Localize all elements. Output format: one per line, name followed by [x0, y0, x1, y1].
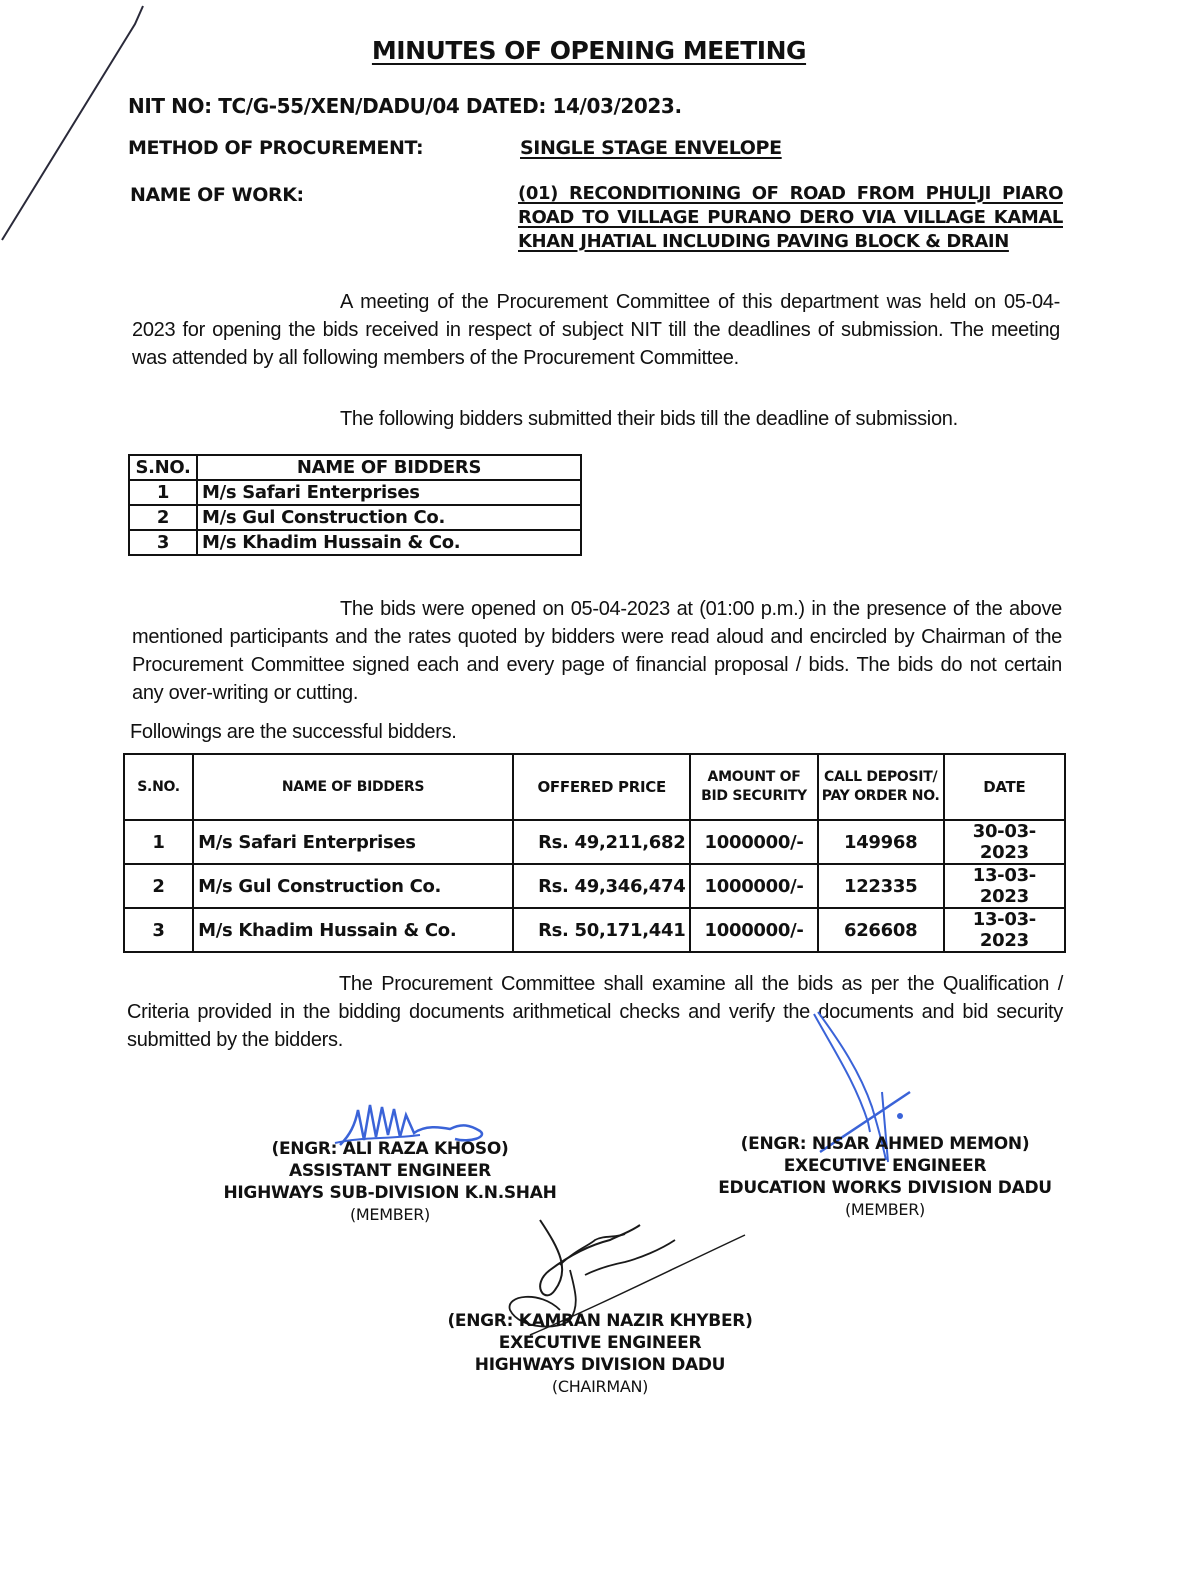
signatory-office: EDUCATION WORKS DIVISION DADU [718, 1178, 1052, 1198]
signatory-designation: EXECUTIVE ENGINEER [498, 1333, 702, 1353]
paragraph-bid-opening: The bids were opened on 05-04-2023 at (01:00 p.m.) in the presence of the above mentioned participants and the rates quoted by bidders were read aloud and encircled by Chairman of the Procurement Committee signed each and every page of financial proposal / bids. The bids do not certain any over-writing or cutting. [132, 598, 1062, 704]
table-header-row [129, 455, 581, 480]
header-name: NAME OF BIDDERS [193, 754, 513, 820]
table-row [129, 480, 581, 505]
cell-sno: 1 [124, 820, 193, 864]
signatory-name: (ENGR: KAMRAN NAZIR KHYBER) [447, 1311, 753, 1331]
cell-bid-security: 1000000/- [690, 908, 817, 952]
nit-number-line: NIT NO: TC/G-55/XEN/DADU/04 DATED: 14/03/2023. [128, 94, 682, 118]
page-title: MINUTES OF OPENING MEETING [371, 36, 807, 65]
successful-bidders-table [123, 753, 1066, 953]
table-row [124, 864, 1065, 908]
signatory-block-chairman [430, 1310, 770, 1398]
cell-pay-order: 626608 [818, 908, 944, 952]
header-bid-security [690, 754, 817, 820]
table-row [129, 530, 581, 555]
paragraph-meeting: A meeting of the Procurement Committee of this department was held on 05-04-2023 for opening the bids received in respect of subject NIT till the deadlines of submission. The meeting was attended by all following members of the Procurement Committee. [132, 291, 1060, 369]
table-row [124, 908, 1065, 952]
header-sno: S.NO. [129, 455, 197, 480]
bidders-table [128, 454, 582, 556]
cell-sno: 2 [124, 864, 193, 908]
signatory-name: (ENGR: ALI RAZA KHOSO) [271, 1139, 509, 1159]
paragraph-bidders-intro: The following bidders submitted their bids till the deadline of submission. [340, 408, 958, 430]
cell-pay-order: 149968 [818, 820, 944, 864]
cell-name: M/s Khadim Hussain & Co. [193, 908, 513, 952]
work-value: (01) RECONDITIONING OF ROAD FROM PHULJI PIARO ROAD TO VILLAGE PURANO DERO VIA VILLAGE KAMAL KHAN JHATIAL INCLUDING PAVING BLOCK & DRAIN [518, 183, 1063, 252]
table-row [129, 505, 581, 530]
header-pay-order [818, 754, 944, 820]
cell-sno: 3 [129, 530, 197, 555]
cell-date: 30-03-2023 [944, 820, 1065, 864]
header-bid-security-line2: BID SECURITY [701, 788, 807, 804]
cell-name: M/s Khadim Hussain & Co. [197, 530, 581, 555]
cell-name: M/s Gul Construction Co. [193, 864, 513, 908]
method-label: METHOD OF PROCUREMENT: [128, 137, 424, 159]
header-name: NAME OF BIDDERS [197, 455, 581, 480]
cell-price: Rs. 49,346,474 [513, 864, 690, 908]
cell-bid-security: 1000000/- [690, 864, 817, 908]
signatory-role: (CHAIRMAN) [551, 1377, 649, 1396]
header-pay-order-line1: CALL DEPOSIT/ [824, 769, 938, 785]
paragraph-successful-intro: Followings are the successful bidders. [130, 721, 457, 743]
table-header-row [124, 754, 1065, 820]
signatory-office: HIGHWAYS SUB-DIVISION K.N.SHAH [223, 1183, 557, 1203]
signatory-designation: EXECUTIVE ENGINEER [783, 1156, 987, 1176]
header-price: OFFERED PRICE [513, 754, 690, 820]
cell-pay-order: 122335 [818, 864, 944, 908]
cell-price: Rs. 49,211,682 [513, 820, 690, 864]
cell-name: M/s Safari Enterprises [193, 820, 513, 864]
paragraph-examination: The Procurement Committee shall examine all the bids as per the Qualification / Criteria provided in the bidding documents arithmetical checks and verify the documents and bid security submitted by the bidders. [127, 973, 1063, 1051]
cell-name: M/s Gul Construction Co. [197, 505, 581, 530]
signatory-name: (ENGR: NISAR AHMED MEMON) [740, 1134, 1030, 1154]
method-value: SINGLE STAGE ENVELOPE [520, 137, 782, 159]
cell-date: 13-03-2023 [944, 864, 1065, 908]
cell-date: 13-03-2023 [944, 908, 1065, 952]
table-row [124, 820, 1065, 864]
signatory-designation: ASSISTANT ENGINEER [289, 1161, 491, 1181]
cell-bid-security: 1000000/- [690, 820, 817, 864]
signatory-office: HIGHWAYS DIVISION DADU [474, 1355, 726, 1375]
cell-name: M/s Safari Enterprises [197, 480, 581, 505]
header-sno: S.NO. [124, 754, 193, 820]
signatory-role: (MEMBER) [349, 1205, 430, 1224]
header-pay-order-line2: PAY ORDER NO. [821, 788, 940, 804]
cell-sno: 2 [129, 505, 197, 530]
work-label: NAME OF WORK: [130, 184, 304, 206]
cell-sno: 3 [124, 908, 193, 952]
signatory-role: (MEMBER) [844, 1200, 925, 1219]
header-date: DATE [944, 754, 1065, 820]
header-bid-security-line1: AMOUNT OF [707, 769, 801, 785]
cell-price: Rs. 50,171,441 [513, 908, 690, 952]
cell-sno: 1 [129, 480, 197, 505]
signatory-block-member-2 [700, 1133, 1070, 1221]
